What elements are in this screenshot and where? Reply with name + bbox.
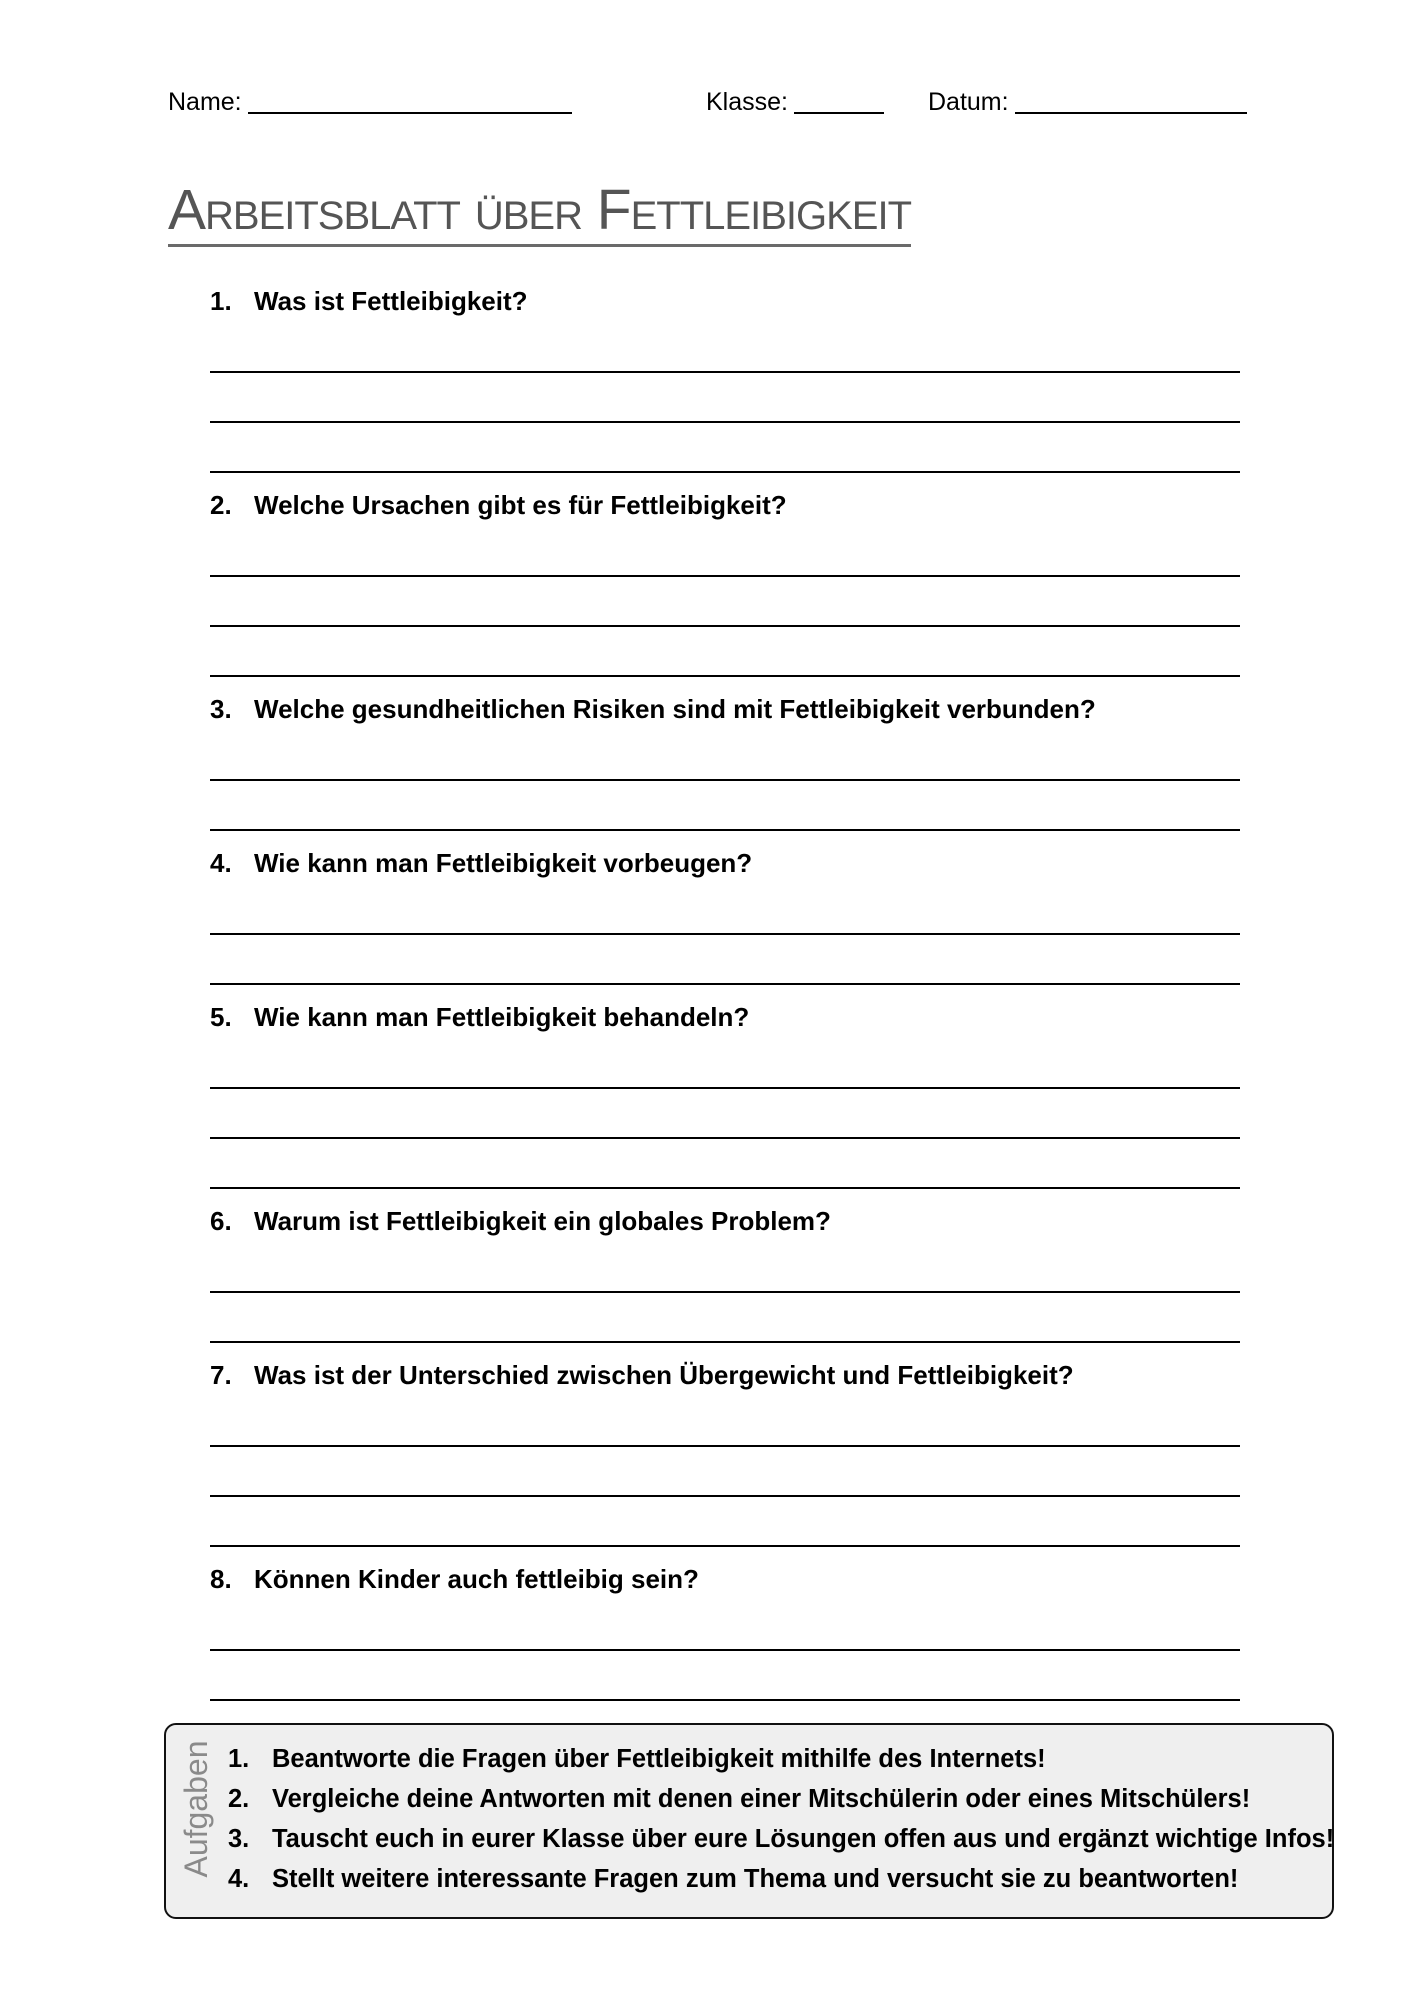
question-number: 6. [210, 1206, 232, 1236]
task-number: 1. [228, 1745, 250, 1773]
question-text: Welche Ursachen gibt es für Fettleibigkeit? [254, 490, 787, 520]
answer-line[interactable] [210, 1445, 1240, 1447]
question-heading [210, 692, 1240, 726]
question-4 [210, 846, 1240, 986]
question-text: Können Kinder auch fettleibig sein? [254, 1564, 699, 1594]
task-item [228, 1779, 1334, 1819]
header-fields [168, 84, 1248, 120]
task-number: 2. [228, 1785, 250, 1813]
question-heading [210, 846, 1240, 880]
klasse-blank[interactable] [794, 86, 884, 114]
question-number: 8. [210, 1564, 232, 1594]
answer-line[interactable] [210, 1649, 1240, 1651]
datum-blank[interactable] [1015, 86, 1247, 114]
question-1 [210, 284, 1240, 474]
answer-line[interactable] [210, 421, 1240, 423]
question-heading [210, 1204, 1240, 1238]
question-heading [210, 1358, 1240, 1392]
question-number: 7. [210, 1360, 232, 1390]
question-2 [210, 488, 1240, 678]
answer-line[interactable] [210, 471, 1240, 473]
answer-line[interactable] [210, 675, 1240, 677]
question-3 [210, 692, 1240, 832]
question-number: 1. [210, 286, 232, 316]
answer-line[interactable] [210, 933, 1240, 935]
tasks-label: Aufgaben [178, 1740, 214, 1878]
question-6 [210, 1204, 1240, 1344]
question-heading [210, 1562, 1240, 1596]
klasse-field [706, 84, 884, 120]
name-blank[interactable] [248, 86, 572, 114]
task-text: Vergleiche deine Antworten mit denen einer Mitschülerin oder eines Mitschülers! [272, 1785, 1251, 1813]
answer-line[interactable] [210, 829, 1240, 831]
question-number: 3. [210, 694, 232, 724]
task-item [228, 1739, 1334, 1779]
question-text: Wie kann man Fettleibigkeit behandeln? [254, 1002, 750, 1032]
question-number: 2. [210, 490, 232, 520]
answer-line[interactable] [210, 1545, 1240, 1547]
answer-line[interactable] [210, 371, 1240, 373]
tasks-list [228, 1739, 1334, 1899]
question-heading [210, 284, 1240, 318]
task-item [228, 1819, 1334, 1859]
datum-field [928, 84, 1247, 120]
answer-line[interactable] [210, 1187, 1240, 1189]
answer-line[interactable] [210, 1495, 1240, 1497]
question-heading [210, 1000, 1240, 1034]
task-item [228, 1859, 1334, 1899]
name-label: Name: [168, 88, 242, 116]
question-text: Was ist der Unterschied zwischen Übergewicht und Fettleibigkeit? [254, 1360, 1074, 1390]
klasse-label: Klasse: [706, 88, 788, 116]
worksheet-title: Arbeitsblatt über Fettleibigkeit [168, 178, 911, 247]
question-8 [210, 1562, 1240, 1702]
answer-line[interactable] [210, 1699, 1240, 1701]
tasks-box [164, 1723, 1334, 1919]
task-number: 3. [228, 1825, 250, 1853]
answer-line[interactable] [210, 779, 1240, 781]
answer-line[interactable] [210, 1137, 1240, 1139]
question-heading [210, 488, 1240, 522]
datum-label: Datum: [928, 88, 1009, 116]
question-text: Welche gesundheitlichen Risiken sind mit Fettleibigkeit verbunden? [254, 694, 1096, 724]
task-text: Tauscht euch in eurer Klasse über eure Lösungen offen aus und ergänzt wichtige Infos! [272, 1825, 1335, 1853]
question-text: Warum ist Fettleibigkeit ein globales Problem? [254, 1206, 831, 1236]
question-number: 4. [210, 848, 232, 878]
name-field [168, 84, 572, 120]
answer-line[interactable] [210, 1087, 1240, 1089]
answer-line[interactable] [210, 1341, 1240, 1343]
answer-line[interactable] [210, 983, 1240, 985]
question-number: 5. [210, 1002, 232, 1032]
task-text: Beantworte die Fragen über Fettleibigkeit mithilfe des Internets! [272, 1745, 1046, 1773]
task-text: Stellt weitere interessante Fragen zum Thema und versucht sie zu beantworten! [272, 1865, 1239, 1893]
question-text: Wie kann man Fettleibigkeit vorbeugen? [254, 848, 753, 878]
question-7 [210, 1358, 1240, 1548]
answer-line[interactable] [210, 1291, 1240, 1293]
question-text: Was ist Fettleibigkeit? [254, 286, 528, 316]
question-5 [210, 1000, 1240, 1190]
answer-line[interactable] [210, 575, 1240, 577]
answer-line[interactable] [210, 625, 1240, 627]
task-number: 4. [228, 1865, 250, 1893]
